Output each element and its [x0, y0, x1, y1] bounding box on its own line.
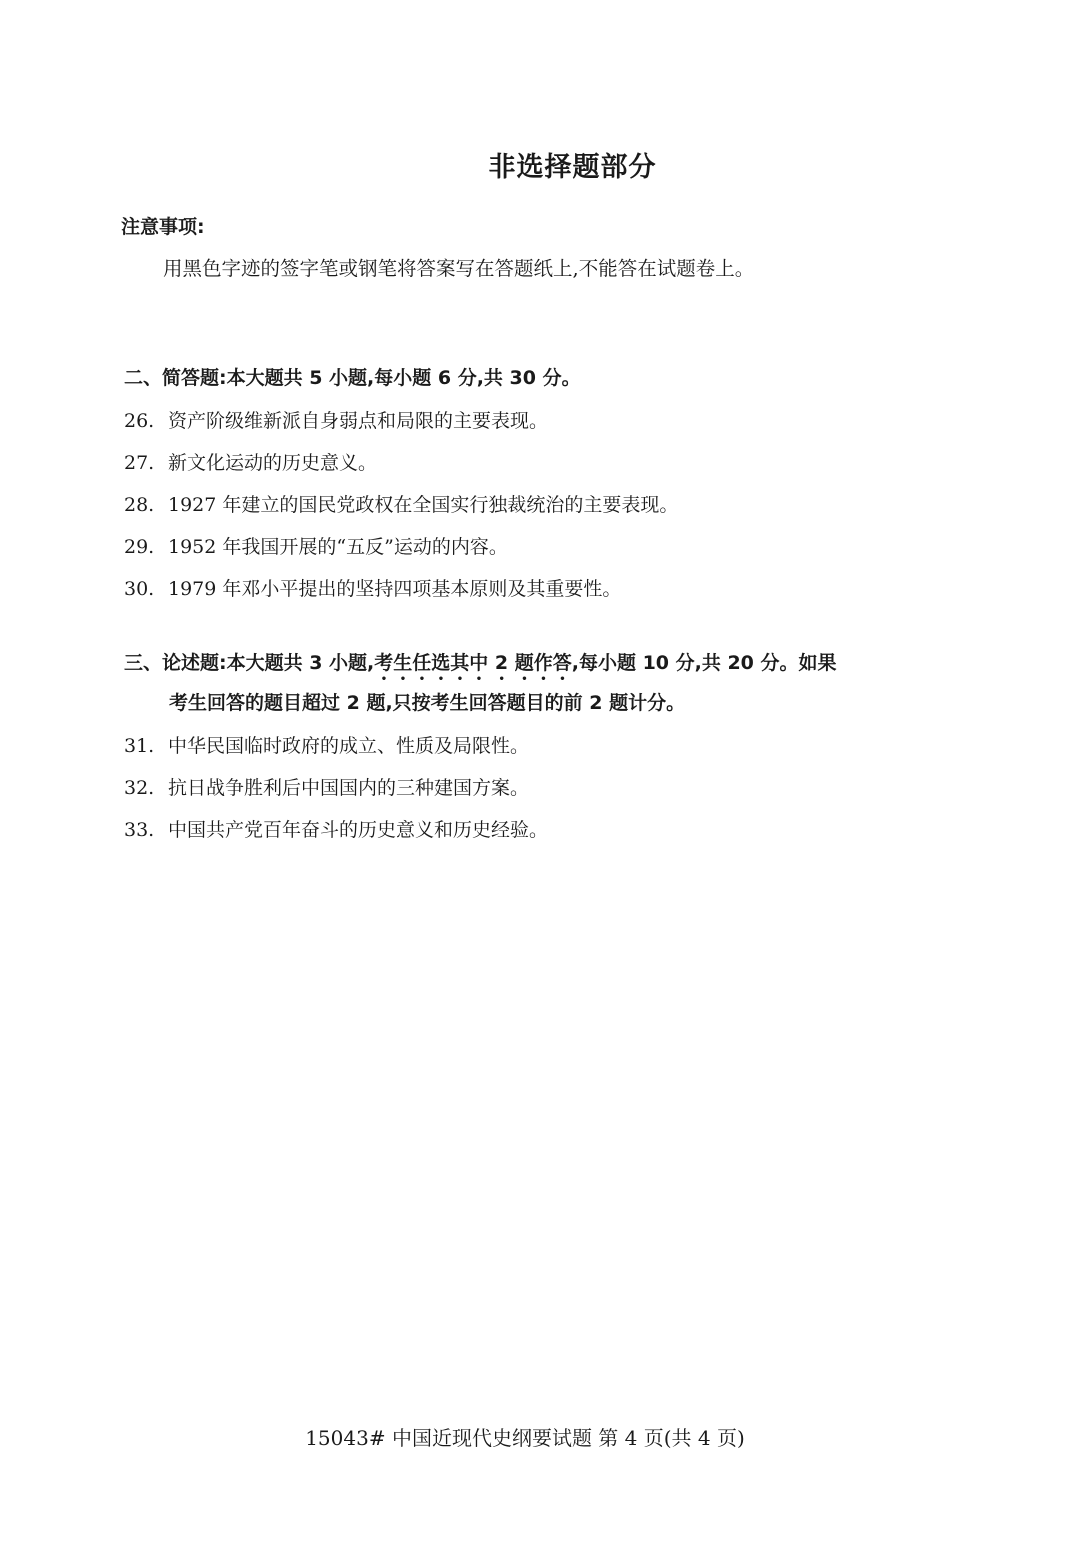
question-number: 27. — [124, 452, 155, 474]
question-text: 新文化运动的历史意义。 — [168, 452, 378, 474]
question-item — [124, 815, 548, 842]
question-item — [124, 731, 529, 758]
notice-body: 用黑色字迹的签字笔或钢笔将答案写在答题纸上,不能答在试题卷上。 — [163, 257, 755, 280]
essay-heading-part2: ,每小题 10 分,共 20 分。如果 — [571, 652, 837, 674]
question-text: 中华民国临时政府的成立、性质及局限性。 — [168, 735, 530, 757]
question-number: 31. — [124, 735, 155, 757]
page-footer: 15043# 中国近现代史纲要试题 第 4 页(共 4 页) — [305, 1426, 745, 1450]
question-text: 中国共产党百年奋斗的历史意义和历史经验。 — [168, 819, 549, 841]
essay-heading-continuation: 考生回答的题目超过 2 题,只按考生回答题目的前 2 题计分。 — [169, 692, 686, 714]
question-item — [124, 773, 529, 800]
question-item — [124, 532, 508, 559]
essay-heading-part1: 三、论述题:本大题共 3 小题, — [124, 652, 375, 674]
question-number: 26. — [124, 410, 155, 432]
question-number: 29. — [124, 536, 155, 558]
question-text: 抗日战争胜利后中国国内的三种建国方案。 — [168, 777, 530, 799]
question-number: 33. — [124, 819, 155, 841]
question-item — [124, 406, 548, 433]
question-item — [124, 490, 678, 517]
section-short-answer-heading: 二、简答题:本大题共 5 小题,每小题 6 分,共 30 分。 — [124, 367, 581, 389]
question-text: 1927 年建立的国民党政权在全国实行独裁统治的主要表现。 — [168, 494, 679, 516]
question-text: 1952 年我国开展的“五反”运动的内容。 — [168, 536, 508, 558]
question-item — [124, 574, 621, 601]
notice-heading: 注意事项: — [121, 216, 205, 238]
question-number: 30. — [124, 578, 155, 600]
question-number: 28. — [124, 494, 155, 516]
question-text: 资产阶级维新派自身弱点和局限的主要表现。 — [168, 410, 549, 432]
question-item — [124, 448, 377, 475]
section-essay-heading — [124, 648, 837, 685]
page-title: 非选择题部分 — [488, 152, 657, 183]
question-text: 1979 年邓小平提出的坚持四项基本原则及其重要性。 — [168, 578, 622, 600]
essay-heading-emphasis: 考生任选其中 2 题作答 — [374, 652, 572, 674]
question-number: 32. — [124, 777, 155, 799]
